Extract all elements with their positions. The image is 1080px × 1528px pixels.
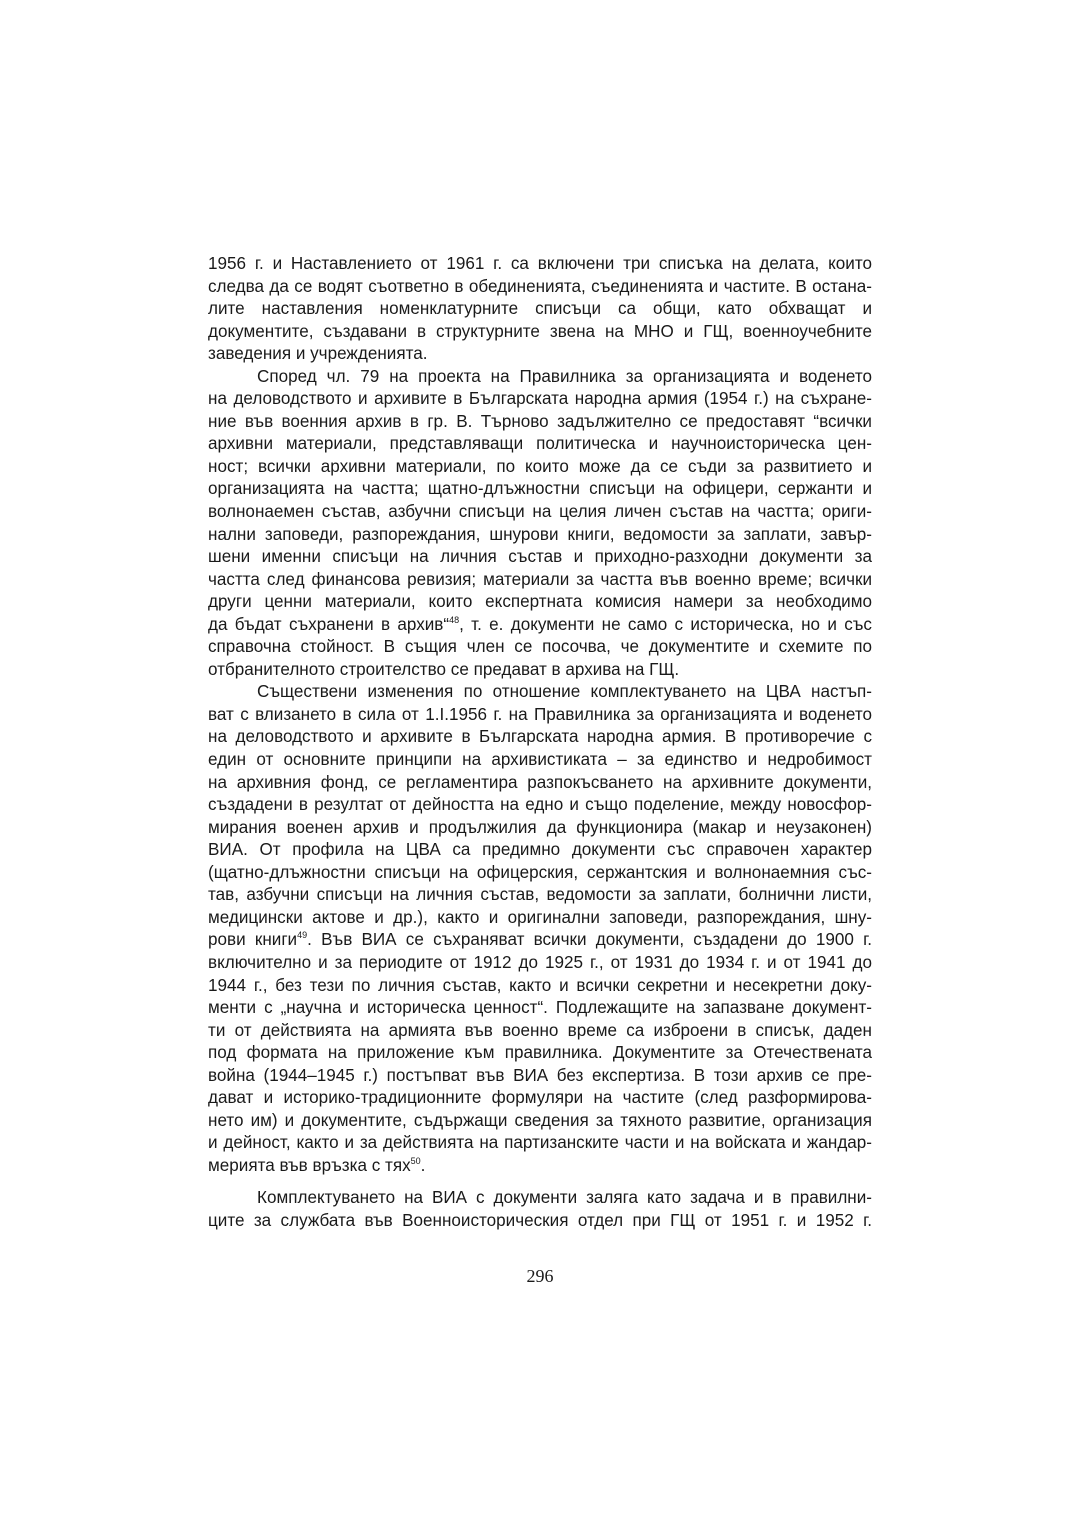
text-line	[208, 929, 872, 952]
text-line: на деловодството и архивите в Българската народна армия (1954 г.) на съхране-	[208, 389, 872, 409]
text-line: отбранителното строителство се предават в архива на ГЩ.	[208, 659, 680, 679]
text-line: ват с влизането в сила от 1.I.1956 г. на Правилника за организацията и воденето	[208, 704, 872, 724]
text-line	[208, 1155, 872, 1178]
text-line: волнонаемен състав, азбучни списъци на целия личен състав на частта; ориги-	[208, 502, 872, 522]
text-line: ВИА. От профила на ЦВА са предимно документи със справочен характер	[208, 840, 872, 860]
text-line: организацията на частта; щатно-длъжностни списъци на офицери, сержанти и	[208, 479, 872, 499]
footnote-ref-49: 49	[297, 930, 308, 941]
text-line: дават и историко-традиционните формуляри на частите (след разформирова-	[208, 1088, 872, 1108]
paragraph-spacer	[208, 1177, 872, 1187]
text-fragment: рови книги	[208, 930, 298, 950]
text-line: (щатно-длъжностни списъци на офицерския, сержантския и волнонаемния със-	[208, 862, 872, 882]
text-line: ние във военния архив в гр. В. Търново задължително се предоставят “всички	[208, 411, 872, 431]
text-line: Комплектуването на ВИА с документи заляга като задача и в правилни-	[257, 1188, 872, 1208]
text-line: на деловодството и архивите в Българската народна армия. В противоречие с	[208, 727, 872, 747]
paragraph-3	[208, 681, 872, 1177]
paragraph-1	[208, 253, 872, 366]
text-line: ност; всички архивни материали, по които може да се съди за развитието и	[208, 456, 872, 476]
text-line: и дейност, както и за действията на партизанските части и на войската и жандар-	[208, 1133, 872, 1153]
text-line: ти от действията на армията във военно време са изброени в списък, даден	[208, 1020, 872, 1040]
text-line: заведения и учрежденията.	[208, 344, 428, 364]
text-line: Според чл. 79 на проекта на Правилника за организацията и воденето	[257, 366, 872, 386]
text-line: нето им) и документите, съдържащи сведения за тяхното развитие, организация	[208, 1110, 872, 1130]
footnote-ref-50: 50	[410, 1155, 421, 1166]
paragraph-2	[208, 366, 872, 682]
text-fragment: . Във ВИА се съхраняват всички документи, създадени до 1900 г.	[307, 930, 872, 950]
text-line: лите наставления номенклатурните списъци са общи, като обхващат и	[208, 299, 872, 319]
text-line: мирания военен архив и продължилия да функционира (макар и неузаконен)	[208, 817, 872, 837]
text-line: един от основните принципи на архивистиката – за единство и недробимост	[208, 750, 872, 770]
text-line: справочна стойност. В същия член се посочва, че документите и схемите по	[208, 637, 872, 657]
document-body	[208, 253, 872, 1233]
text-line: Съществени изменения по отношение комплектуването на ЦВА настъп-	[257, 682, 872, 702]
text-line: създадени в резултат от дейността на едно и също поделение, между новосфор-	[208, 795, 872, 815]
text-line: следва да се водят съответно в обединенията, съединенията и частите. В остана-	[208, 276, 872, 296]
text-line: включително и за периодите от 1912 до 1925 г., от 1931 до 1934 г. и от 1941 до	[208, 952, 872, 972]
text-line: документите, създавани в структурните звена на МНО и ГЩ, военноучебните	[208, 321, 872, 341]
text-line: архивни материали, представляващи политическа и научноисторическа цен-	[208, 434, 872, 454]
footnote-ref-48: 48	[449, 614, 460, 625]
text-line: 1944 г., без тези по личния състав, както и всички секретни и несекретни доку-	[208, 975, 872, 995]
text-line: война (1944–1945 г.) постъпват във ВИА без експертиза. В този архив се пре-	[208, 1065, 872, 1085]
text-line: тав, азбучни списъци на личния състав, ведомости за заплати, болнични листи,	[208, 885, 872, 905]
text-fragment: , т. е. документи не само с историческа, но и със	[459, 614, 872, 634]
text-line: частта след финансова ревизия; материали за частта във военно време; всички	[208, 569, 872, 589]
paragraph-4	[208, 1187, 872, 1232]
text-line: под формата на приложение към правилника. Документите за Отечествената	[208, 1043, 872, 1063]
page-number: 296	[526, 1266, 554, 1286]
text-line: нални заповеди, разпореждания, шнурови книги, ведомости за заплати, завър-	[208, 524, 872, 544]
text-line: други ценни материали, които експертната комисия намери за необходимо	[208, 592, 872, 612]
text-line: шени именни списъци на личния състав и приходно-разходни документи за	[208, 547, 872, 567]
text-line: менти с „научна и историческа ценност“. Подлежащите на запазване документ-	[208, 998, 872, 1018]
text-line: 1956 г. и Наставлението от 1961 г. са включени три списъка на делата, които	[208, 254, 872, 273]
text-line	[208, 614, 872, 637]
text-line: ците за службата във Военноисторическия отдел при ГЩ от 1951 г. и 1952 г.	[208, 1210, 872, 1230]
text-line: медицински актове и др.), както и оригинални заповеди, разпореждания, шну-	[208, 907, 872, 927]
text-fragment: .	[420, 1155, 426, 1175]
text-fragment: да бъдат съхранени в архив“	[208, 614, 450, 634]
text-fragment: мерията във връзка с тях	[208, 1155, 411, 1175]
text-line: на архивния фонд, се регламентира разпокъсването на архивните документи,	[208, 772, 872, 792]
